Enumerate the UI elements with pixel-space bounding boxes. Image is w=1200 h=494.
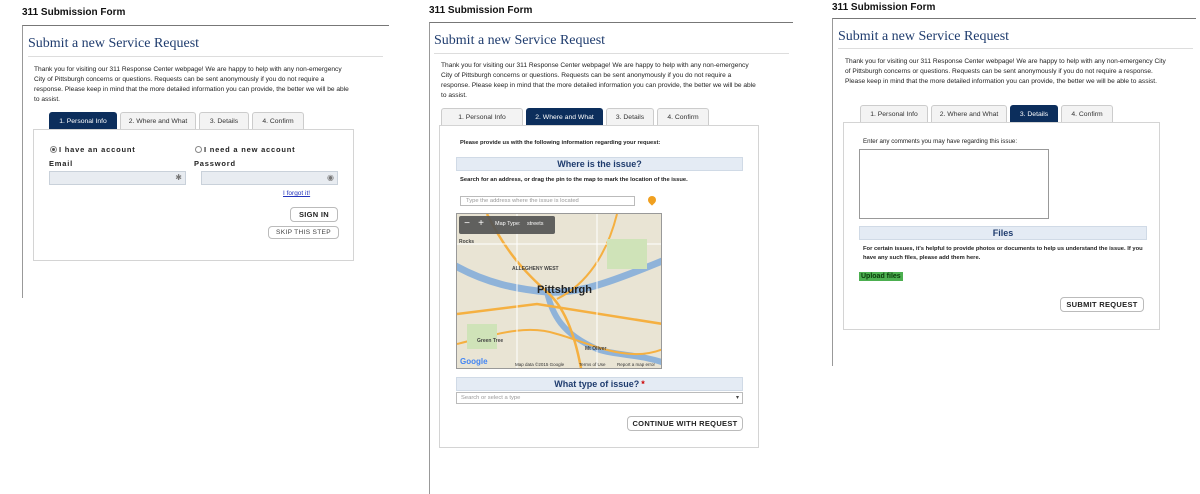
divider bbox=[838, 48, 1193, 49]
map-place-label: Green Tree bbox=[477, 338, 504, 344]
google-logo: Google bbox=[460, 357, 488, 366]
tab-personal-info[interactable]: 1. Personal Info bbox=[49, 112, 117, 129]
intro-text: Thank you for visiting our 311 Response Center webpage! We are happy to help with any non-emergency City of Pittsburgh concerns or questions. Requests can be sent anonymously if you do not require a response. Please keep in mind that the more detailed information you can provide, the better we will be able to assist. bbox=[441, 62, 756, 99]
email-field[interactable] bbox=[49, 171, 186, 185]
tab-personal-info[interactable]: 1. Personal Info bbox=[860, 105, 928, 122]
form-frame-1 bbox=[22, 25, 389, 298]
tab-details[interactable]: 3. Details bbox=[606, 108, 654, 125]
files-description: For certain issues, it's helpful to provide photos or documents to help us understand the issue. If you have any such files, please add them here. bbox=[863, 246, 1143, 261]
chevron-down-icon: ▾ bbox=[735, 395, 739, 401]
map-terms-link[interactable]: Terms of Use bbox=[579, 362, 606, 367]
panel-label-1: 311 Submission Form bbox=[22, 7, 126, 18]
tab-details[interactable]: 3. Details bbox=[1010, 105, 1058, 122]
zoom-out-icon[interactable]: − bbox=[464, 218, 470, 229]
step-content-box bbox=[439, 125, 759, 448]
tab-where-and-what[interactable]: 2. Where and What bbox=[931, 105, 1007, 122]
form-frame-3 bbox=[832, 18, 1196, 366]
map-place-label: Mt Oliver bbox=[585, 346, 607, 352]
radio-new-account[interactable] bbox=[195, 145, 295, 154]
intro-text: Thank you for visiting our 311 Response Center webpage! We are happy to help with any non-emergency City of Pittsburgh concerns or questions. Requests can be sent anonymously if you do not require a response. Please keep in mind that the more detailed information you can provide, the better we will be able to assist. bbox=[34, 66, 349, 103]
address-search-input[interactable]: Type the address where the issue is located bbox=[460, 196, 635, 206]
form-frame-2 bbox=[429, 22, 793, 494]
map-attribution: Map data ©2015 Google bbox=[515, 362, 565, 367]
map-view[interactable] bbox=[456, 213, 662, 369]
select-placeholder: Search or select a type bbox=[461, 395, 521, 401]
step-tabs bbox=[441, 108, 709, 125]
skip-step-button[interactable]: SKIP THIS STEP bbox=[268, 226, 339, 239]
password-field[interactable] bbox=[201, 171, 338, 185]
step-tabs bbox=[49, 112, 304, 129]
map-type-select[interactable]: streets bbox=[527, 221, 544, 227]
forgot-password-link[interactable]: I forgot it! bbox=[283, 190, 311, 197]
asterisk-icon: ✱ bbox=[175, 173, 182, 182]
radio-unchecked-icon bbox=[195, 146, 202, 153]
map-city-label: Pittsburgh bbox=[537, 284, 592, 296]
continue-button[interactable]: CONTINUE WITH REQUEST bbox=[627, 416, 743, 431]
map-pin-icon[interactable] bbox=[646, 194, 657, 205]
tab-where-and-what[interactable]: 2. Where and What bbox=[120, 112, 196, 129]
where-heading: Where is the issue? bbox=[456, 157, 743, 171]
panel-label-3: 311 Submission Form bbox=[832, 2, 936, 13]
map-toolbar bbox=[459, 216, 555, 234]
radio-label: I have an account bbox=[59, 145, 136, 154]
step-content-box bbox=[33, 129, 354, 261]
page-title: Submit a new Service Request bbox=[28, 36, 200, 51]
divider bbox=[28, 56, 383, 57]
reveal-icon: ◉ bbox=[327, 173, 334, 182]
tab-where-and-what[interactable]: 2. Where and What bbox=[526, 108, 603, 125]
password-label: Password bbox=[194, 159, 236, 168]
page-title: Submit a new Service Request bbox=[838, 29, 1010, 44]
panel-label-2: 311 Submission Form bbox=[429, 5, 533, 16]
map-place-label: Rocks bbox=[459, 239, 475, 245]
tab-personal-info[interactable]: 1. Personal Info bbox=[441, 108, 523, 125]
submit-request-button[interactable]: SUBMIT REQUEST bbox=[1060, 297, 1144, 312]
divider bbox=[434, 53, 789, 54]
radio-label: I need a new account bbox=[204, 145, 296, 154]
comments-label: Enter any comments you may have regarding this issue: bbox=[863, 138, 1018, 145]
zoom-in-icon[interactable]: + bbox=[478, 218, 484, 229]
type-heading bbox=[456, 377, 743, 391]
map-type-label: Map Type: bbox=[495, 221, 521, 227]
tab-confirm[interactable]: 4. Confirm bbox=[252, 112, 304, 129]
step-content-box bbox=[843, 122, 1160, 330]
search-hint: Search for an address, or drag the pin to the map to mark the location of the issue. bbox=[460, 177, 688, 183]
files-heading: Files bbox=[859, 226, 1147, 240]
tab-details[interactable]: 3. Details bbox=[199, 112, 249, 129]
sign-in-button[interactable]: SIGN IN bbox=[290, 207, 338, 222]
upload-files-button[interactable]: Upload files bbox=[861, 273, 901, 280]
map-place-label: ALLEGHENY WEST bbox=[512, 266, 559, 272]
intro-text: Thank you for visiting our 311 Response Center webpage! We are happy to help with any non-emergency City of Pittsburgh concerns or questions. Requests can be sent anonymously if you do not require a response. Please keep in mind that the more detailed information you can provide, the better we will be able to assist. bbox=[845, 58, 1166, 85]
tab-confirm[interactable]: 4. Confirm bbox=[657, 108, 709, 125]
step-tabs bbox=[860, 105, 1113, 122]
page-title: Submit a new Service Request bbox=[434, 33, 606, 48]
required-marker: * bbox=[641, 379, 645, 389]
type-heading-text: What type of issue? bbox=[554, 379, 640, 389]
instruction-text: Please provide us with the following information regarding your request: bbox=[460, 140, 661, 146]
radio-have-account[interactable] bbox=[50, 145, 136, 154]
issue-type-select[interactable] bbox=[456, 392, 743, 404]
tab-confirm[interactable]: 4. Confirm bbox=[1061, 105, 1113, 122]
radio-checked-icon bbox=[50, 146, 57, 153]
map-report-link[interactable]: Report a map error bbox=[617, 362, 656, 367]
comments-textarea[interactable] bbox=[859, 149, 1049, 219]
email-label: Email bbox=[49, 159, 74, 168]
